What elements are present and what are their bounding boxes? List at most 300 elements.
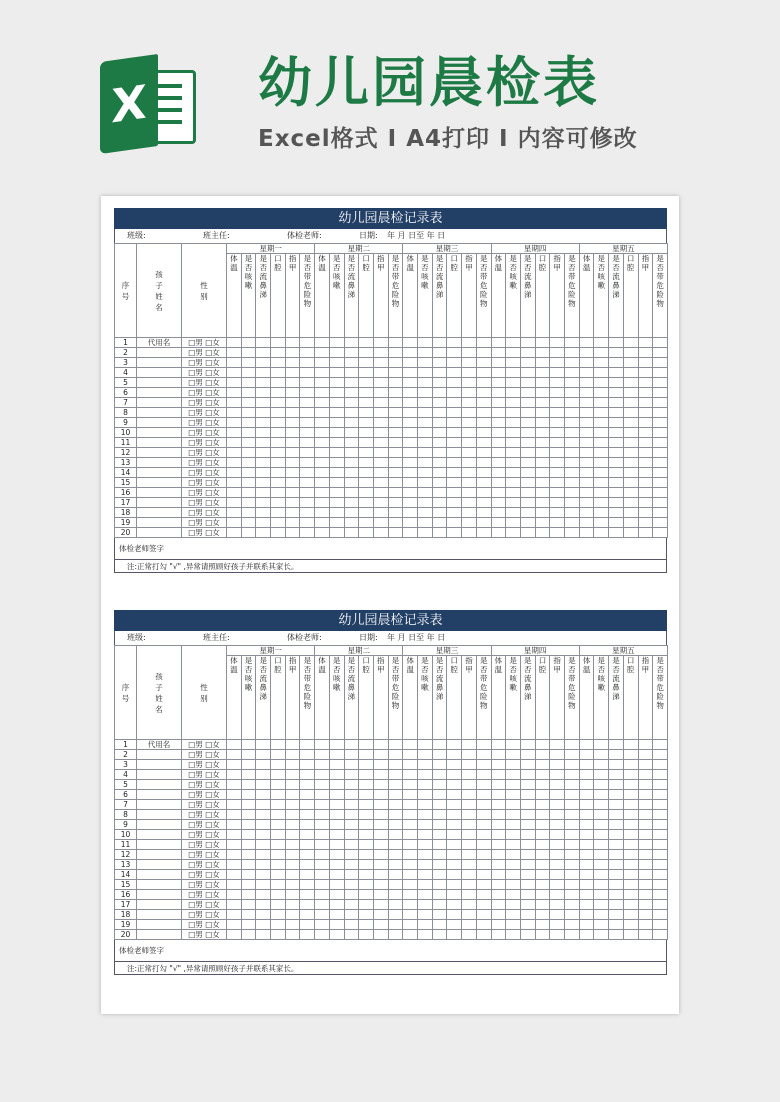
name-cell[interactable]: [137, 770, 182, 780]
name-cell[interactable]: [137, 810, 182, 820]
check-cell[interactable]: [315, 418, 330, 428]
check-cell[interactable]: [520, 468, 535, 478]
gender-cell[interactable]: □男 □女: [182, 428, 227, 438]
check-cell[interactable]: [579, 910, 594, 920]
check-cell[interactable]: [271, 358, 286, 368]
check-cell[interactable]: [241, 438, 256, 448]
check-cell[interactable]: [373, 920, 388, 930]
check-cell[interactable]: [609, 368, 624, 378]
check-cell[interactable]: [256, 378, 271, 388]
check-cell[interactable]: [491, 780, 506, 790]
check-cell[interactable]: [579, 770, 594, 780]
check-cell[interactable]: [373, 830, 388, 840]
check-cell[interactable]: [447, 428, 462, 438]
check-cell[interactable]: [388, 408, 403, 418]
check-cell[interactable]: [638, 508, 653, 518]
check-cell[interactable]: [329, 348, 344, 358]
check-cell[interactable]: [462, 830, 477, 840]
check-cell[interactable]: [550, 378, 565, 388]
check-cell[interactable]: [594, 458, 609, 468]
check-cell[interactable]: [285, 378, 300, 388]
check-cell[interactable]: [329, 740, 344, 750]
check-cell[interactable]: [520, 338, 535, 348]
check-cell[interactable]: [506, 890, 521, 900]
check-cell[interactable]: [623, 528, 638, 538]
check-cell[interactable]: [550, 348, 565, 358]
check-cell[interactable]: [388, 448, 403, 458]
check-cell[interactable]: [520, 348, 535, 358]
check-cell[interactable]: [285, 770, 300, 780]
check-cell[interactable]: [609, 388, 624, 398]
check-cell[interactable]: [432, 418, 447, 428]
check-cell[interactable]: [285, 498, 300, 508]
check-cell[interactable]: [315, 398, 330, 408]
check-cell[interactable]: [638, 890, 653, 900]
check-cell[interactable]: [623, 890, 638, 900]
check-cell[interactable]: [403, 920, 418, 930]
check-cell[interactable]: [344, 528, 359, 538]
check-cell[interactable]: [579, 880, 594, 890]
name-cell[interactable]: [137, 920, 182, 930]
check-cell[interactable]: [476, 790, 491, 800]
check-cell[interactable]: [476, 518, 491, 528]
check-cell[interactable]: [359, 408, 374, 418]
check-cell[interactable]: [476, 408, 491, 418]
check-cell[interactable]: [476, 770, 491, 780]
check-cell[interactable]: [432, 830, 447, 840]
check-cell[interactable]: [506, 900, 521, 910]
check-cell[interactable]: [506, 810, 521, 820]
check-cell[interactable]: [271, 750, 286, 760]
check-cell[interactable]: [271, 780, 286, 790]
check-cell[interactable]: [579, 378, 594, 388]
name-cell[interactable]: [137, 528, 182, 538]
check-cell[interactable]: [476, 428, 491, 438]
check-cell[interactable]: [300, 408, 315, 418]
check-cell[interactable]: [520, 488, 535, 498]
check-cell[interactable]: [476, 850, 491, 860]
check-cell[interactable]: [623, 468, 638, 478]
check-cell[interactable]: [447, 780, 462, 790]
check-cell[interactable]: [418, 338, 433, 348]
check-cell[interactable]: [256, 498, 271, 508]
check-cell[interactable]: [227, 528, 242, 538]
check-cell[interactable]: [359, 368, 374, 378]
check-cell[interactable]: [609, 448, 624, 458]
gender-cell[interactable]: □男 □女: [182, 790, 227, 800]
check-cell[interactable]: [432, 780, 447, 790]
check-cell[interactable]: [344, 388, 359, 398]
check-cell[interactable]: [432, 800, 447, 810]
check-cell[interactable]: [447, 348, 462, 358]
check-cell[interactable]: [329, 870, 344, 880]
check-cell[interactable]: [520, 458, 535, 468]
check-cell[interactable]: [271, 800, 286, 810]
check-cell[interactable]: [579, 810, 594, 820]
check-cell[interactable]: [418, 760, 433, 770]
check-cell[interactable]: [476, 338, 491, 348]
check-cell[interactable]: [506, 870, 521, 880]
check-cell[interactable]: [271, 388, 286, 398]
check-cell[interactable]: [462, 368, 477, 378]
check-cell[interactable]: [227, 378, 242, 388]
check-cell[interactable]: [388, 850, 403, 860]
name-cell[interactable]: [137, 358, 182, 368]
check-cell[interactable]: [653, 860, 668, 870]
check-cell[interactable]: [623, 770, 638, 780]
check-cell[interactable]: [329, 518, 344, 528]
check-cell[interactable]: [491, 358, 506, 368]
check-cell[interactable]: [594, 348, 609, 358]
check-cell[interactable]: [241, 760, 256, 770]
check-cell[interactable]: [520, 770, 535, 780]
name-cell[interactable]: [137, 780, 182, 790]
check-cell[interactable]: [373, 478, 388, 488]
check-cell[interactable]: [241, 418, 256, 428]
check-cell[interactable]: [300, 418, 315, 428]
check-cell[interactable]: [638, 910, 653, 920]
check-cell[interactable]: [520, 378, 535, 388]
check-cell[interactable]: [535, 438, 550, 448]
check-cell[interactable]: [550, 418, 565, 428]
check-cell[interactable]: [535, 880, 550, 890]
gender-cell[interactable]: □男 □女: [182, 378, 227, 388]
check-cell[interactable]: [447, 760, 462, 770]
check-cell[interactable]: [535, 900, 550, 910]
check-cell[interactable]: [432, 740, 447, 750]
check-cell[interactable]: [579, 780, 594, 790]
check-cell[interactable]: [300, 388, 315, 398]
check-cell[interactable]: [609, 478, 624, 488]
check-cell[interactable]: [491, 910, 506, 920]
check-cell[interactable]: [506, 830, 521, 840]
check-cell[interactable]: [359, 840, 374, 850]
check-cell[interactable]: [653, 880, 668, 890]
check-cell[interactable]: [579, 528, 594, 538]
name-cell[interactable]: [137, 830, 182, 840]
gender-cell[interactable]: □男 □女: [182, 348, 227, 358]
check-cell[interactable]: [403, 930, 418, 940]
check-cell[interactable]: [476, 368, 491, 378]
gender-cell[interactable]: □男 □女: [182, 750, 227, 760]
name-cell[interactable]: [137, 478, 182, 488]
check-cell[interactable]: [609, 338, 624, 348]
check-cell[interactable]: [476, 418, 491, 428]
check-cell[interactable]: [418, 348, 433, 358]
check-cell[interactable]: [535, 338, 550, 348]
check-cell[interactable]: [535, 508, 550, 518]
check-cell[interactable]: [579, 900, 594, 910]
check-cell[interactable]: [418, 860, 433, 870]
check-cell[interactable]: [315, 518, 330, 528]
check-cell[interactable]: [594, 850, 609, 860]
check-cell[interactable]: [241, 800, 256, 810]
check-cell[interactable]: [256, 428, 271, 438]
check-cell[interactable]: [535, 348, 550, 358]
check-cell[interactable]: [653, 820, 668, 830]
check-cell[interactable]: [520, 388, 535, 398]
check-cell[interactable]: [535, 930, 550, 940]
check-cell[interactable]: [285, 438, 300, 448]
check-cell[interactable]: [227, 498, 242, 508]
check-cell[interactable]: [227, 418, 242, 428]
check-cell[interactable]: [579, 478, 594, 488]
check-cell[interactable]: [300, 840, 315, 850]
check-cell[interactable]: [227, 930, 242, 940]
check-cell[interactable]: [623, 478, 638, 488]
check-cell[interactable]: [594, 840, 609, 850]
name-cell[interactable]: [137, 880, 182, 890]
check-cell[interactable]: [565, 870, 580, 880]
check-cell[interactable]: [638, 750, 653, 760]
check-cell[interactable]: [285, 488, 300, 498]
gender-cell[interactable]: □男 □女: [182, 498, 227, 508]
check-cell[interactable]: [329, 860, 344, 870]
check-cell[interactable]: [359, 830, 374, 840]
check-cell[interactable]: [285, 468, 300, 478]
check-cell[interactable]: [638, 428, 653, 438]
check-cell[interactable]: [285, 880, 300, 890]
check-cell[interactable]: [579, 870, 594, 880]
check-cell[interactable]: [388, 920, 403, 930]
check-cell[interactable]: [565, 528, 580, 538]
check-cell[interactable]: [476, 740, 491, 750]
check-cell[interactable]: [506, 348, 521, 358]
check-cell[interactable]: [403, 478, 418, 488]
check-cell[interactable]: [256, 810, 271, 820]
check-cell[interactable]: [447, 438, 462, 448]
check-cell[interactable]: [315, 408, 330, 418]
check-cell[interactable]: [329, 478, 344, 488]
check-cell[interactable]: [300, 398, 315, 408]
check-cell[interactable]: [329, 930, 344, 940]
check-cell[interactable]: [241, 870, 256, 880]
check-cell[interactable]: [359, 780, 374, 790]
gender-cell[interactable]: □男 □女: [182, 780, 227, 790]
check-cell[interactable]: [227, 358, 242, 368]
check-cell[interactable]: [638, 398, 653, 408]
check-cell[interactable]: [447, 910, 462, 920]
check-cell[interactable]: [491, 388, 506, 398]
check-cell[interactable]: [550, 448, 565, 458]
check-cell[interactable]: [535, 468, 550, 478]
check-cell[interactable]: [285, 860, 300, 870]
check-cell[interactable]: [403, 890, 418, 900]
check-cell[interactable]: [403, 740, 418, 750]
check-cell[interactable]: [271, 478, 286, 488]
check-cell[interactable]: [344, 358, 359, 368]
check-cell[interactable]: [329, 508, 344, 518]
name-cell[interactable]: 代用名: [137, 338, 182, 348]
check-cell[interactable]: [653, 368, 668, 378]
check-cell[interactable]: [359, 800, 374, 810]
check-cell[interactable]: [315, 428, 330, 438]
check-cell[interactable]: [271, 458, 286, 468]
check-cell[interactable]: [565, 488, 580, 498]
check-cell[interactable]: [506, 488, 521, 498]
check-cell[interactable]: [329, 800, 344, 810]
check-cell[interactable]: [462, 428, 477, 438]
check-cell[interactable]: [241, 790, 256, 800]
check-cell[interactable]: [491, 458, 506, 468]
check-cell[interactable]: [550, 438, 565, 448]
check-cell[interactable]: [476, 910, 491, 920]
check-cell[interactable]: [300, 900, 315, 910]
check-cell[interactable]: [623, 930, 638, 940]
check-cell[interactable]: [315, 478, 330, 488]
check-cell[interactable]: [388, 750, 403, 760]
name-cell[interactable]: [137, 760, 182, 770]
check-cell[interactable]: [594, 438, 609, 448]
check-cell[interactable]: [579, 448, 594, 458]
check-cell[interactable]: [373, 528, 388, 538]
check-cell[interactable]: [300, 770, 315, 780]
check-cell[interactable]: [550, 830, 565, 840]
check-cell[interactable]: [300, 348, 315, 358]
check-cell[interactable]: [344, 740, 359, 750]
check-cell[interactable]: [388, 890, 403, 900]
check-cell[interactable]: [594, 428, 609, 438]
check-cell[interactable]: [227, 760, 242, 770]
name-cell[interactable]: [137, 428, 182, 438]
check-cell[interactable]: [285, 790, 300, 800]
check-cell[interactable]: [388, 900, 403, 910]
check-cell[interactable]: [300, 478, 315, 488]
check-cell[interactable]: [285, 398, 300, 408]
check-cell[interactable]: [565, 388, 580, 398]
check-cell[interactable]: [476, 900, 491, 910]
check-cell[interactable]: [256, 398, 271, 408]
check-cell[interactable]: [653, 780, 668, 790]
check-cell[interactable]: [491, 448, 506, 458]
check-cell[interactable]: [447, 378, 462, 388]
check-cell[interactable]: [462, 930, 477, 940]
check-cell[interactable]: [535, 840, 550, 850]
check-cell[interactable]: [462, 890, 477, 900]
check-cell[interactable]: [300, 910, 315, 920]
check-cell[interactable]: [594, 900, 609, 910]
check-cell[interactable]: [476, 438, 491, 448]
check-cell[interactable]: [550, 770, 565, 780]
check-cell[interactable]: [594, 790, 609, 800]
check-cell[interactable]: [550, 478, 565, 488]
check-cell[interactable]: [256, 528, 271, 538]
check-cell[interactable]: [359, 458, 374, 468]
check-cell[interactable]: [271, 890, 286, 900]
check-cell[interactable]: [418, 398, 433, 408]
check-cell[interactable]: [256, 478, 271, 488]
check-cell[interactable]: [462, 448, 477, 458]
check-cell[interactable]: [418, 900, 433, 910]
check-cell[interactable]: [359, 528, 374, 538]
check-cell[interactable]: [256, 408, 271, 418]
check-cell[interactable]: [241, 740, 256, 750]
check-cell[interactable]: [403, 850, 418, 860]
check-cell[interactable]: [359, 338, 374, 348]
check-cell[interactable]: [550, 428, 565, 438]
check-cell[interactable]: [388, 518, 403, 528]
check-cell[interactable]: [418, 478, 433, 488]
check-cell[interactable]: [373, 800, 388, 810]
check-cell[interactable]: [638, 770, 653, 780]
check-cell[interactable]: [344, 790, 359, 800]
check-cell[interactable]: [227, 900, 242, 910]
gender-cell[interactable]: □男 □女: [182, 518, 227, 528]
check-cell[interactable]: [256, 840, 271, 850]
check-cell[interactable]: [638, 338, 653, 348]
check-cell[interactable]: [565, 740, 580, 750]
name-cell[interactable]: [137, 820, 182, 830]
gender-cell[interactable]: □男 □女: [182, 920, 227, 930]
check-cell[interactable]: [594, 358, 609, 368]
check-cell[interactable]: [638, 760, 653, 770]
check-cell[interactable]: [476, 388, 491, 398]
check-cell[interactable]: [388, 820, 403, 830]
check-cell[interactable]: [623, 408, 638, 418]
check-cell[interactable]: [285, 890, 300, 900]
check-cell[interactable]: [579, 418, 594, 428]
check-cell[interactable]: [565, 840, 580, 850]
check-cell[interactable]: [653, 830, 668, 840]
check-cell[interactable]: [241, 780, 256, 790]
check-cell[interactable]: [388, 468, 403, 478]
check-cell[interactable]: [506, 920, 521, 930]
check-cell[interactable]: [594, 498, 609, 508]
check-cell[interactable]: [373, 750, 388, 760]
check-cell[interactable]: [315, 498, 330, 508]
check-cell[interactable]: [462, 398, 477, 408]
check-cell[interactable]: [359, 398, 374, 408]
check-cell[interactable]: [300, 428, 315, 438]
check-cell[interactable]: [609, 920, 624, 930]
check-cell[interactable]: [520, 820, 535, 830]
check-cell[interactable]: [241, 428, 256, 438]
check-cell[interactable]: [653, 478, 668, 488]
check-cell[interactable]: [315, 800, 330, 810]
gender-cell[interactable]: □男 □女: [182, 458, 227, 468]
check-cell[interactable]: [565, 498, 580, 508]
check-cell[interactable]: [241, 478, 256, 488]
check-cell[interactable]: [447, 358, 462, 368]
check-cell[interactable]: [285, 900, 300, 910]
check-cell[interactable]: [550, 358, 565, 368]
check-cell[interactable]: [227, 800, 242, 810]
check-cell[interactable]: [256, 860, 271, 870]
check-cell[interactable]: [653, 920, 668, 930]
check-cell[interactable]: [418, 388, 433, 398]
check-cell[interactable]: [256, 418, 271, 428]
check-cell[interactable]: [535, 910, 550, 920]
check-cell[interactable]: [609, 488, 624, 498]
check-cell[interactable]: [623, 920, 638, 930]
check-cell[interactable]: [373, 760, 388, 770]
check-cell[interactable]: [594, 368, 609, 378]
check-cell[interactable]: [271, 428, 286, 438]
gender-cell[interactable]: □男 □女: [182, 368, 227, 378]
check-cell[interactable]: [418, 368, 433, 378]
check-cell[interactable]: [271, 528, 286, 538]
check-cell[interactable]: [285, 338, 300, 348]
check-cell[interactable]: [227, 478, 242, 488]
check-cell[interactable]: [491, 338, 506, 348]
check-cell[interactable]: [447, 800, 462, 810]
check-cell[interactable]: [476, 458, 491, 468]
check-cell[interactable]: [300, 508, 315, 518]
check-cell[interactable]: [432, 488, 447, 498]
check-cell[interactable]: [491, 528, 506, 538]
check-cell[interactable]: [653, 508, 668, 518]
check-cell[interactable]: [344, 890, 359, 900]
